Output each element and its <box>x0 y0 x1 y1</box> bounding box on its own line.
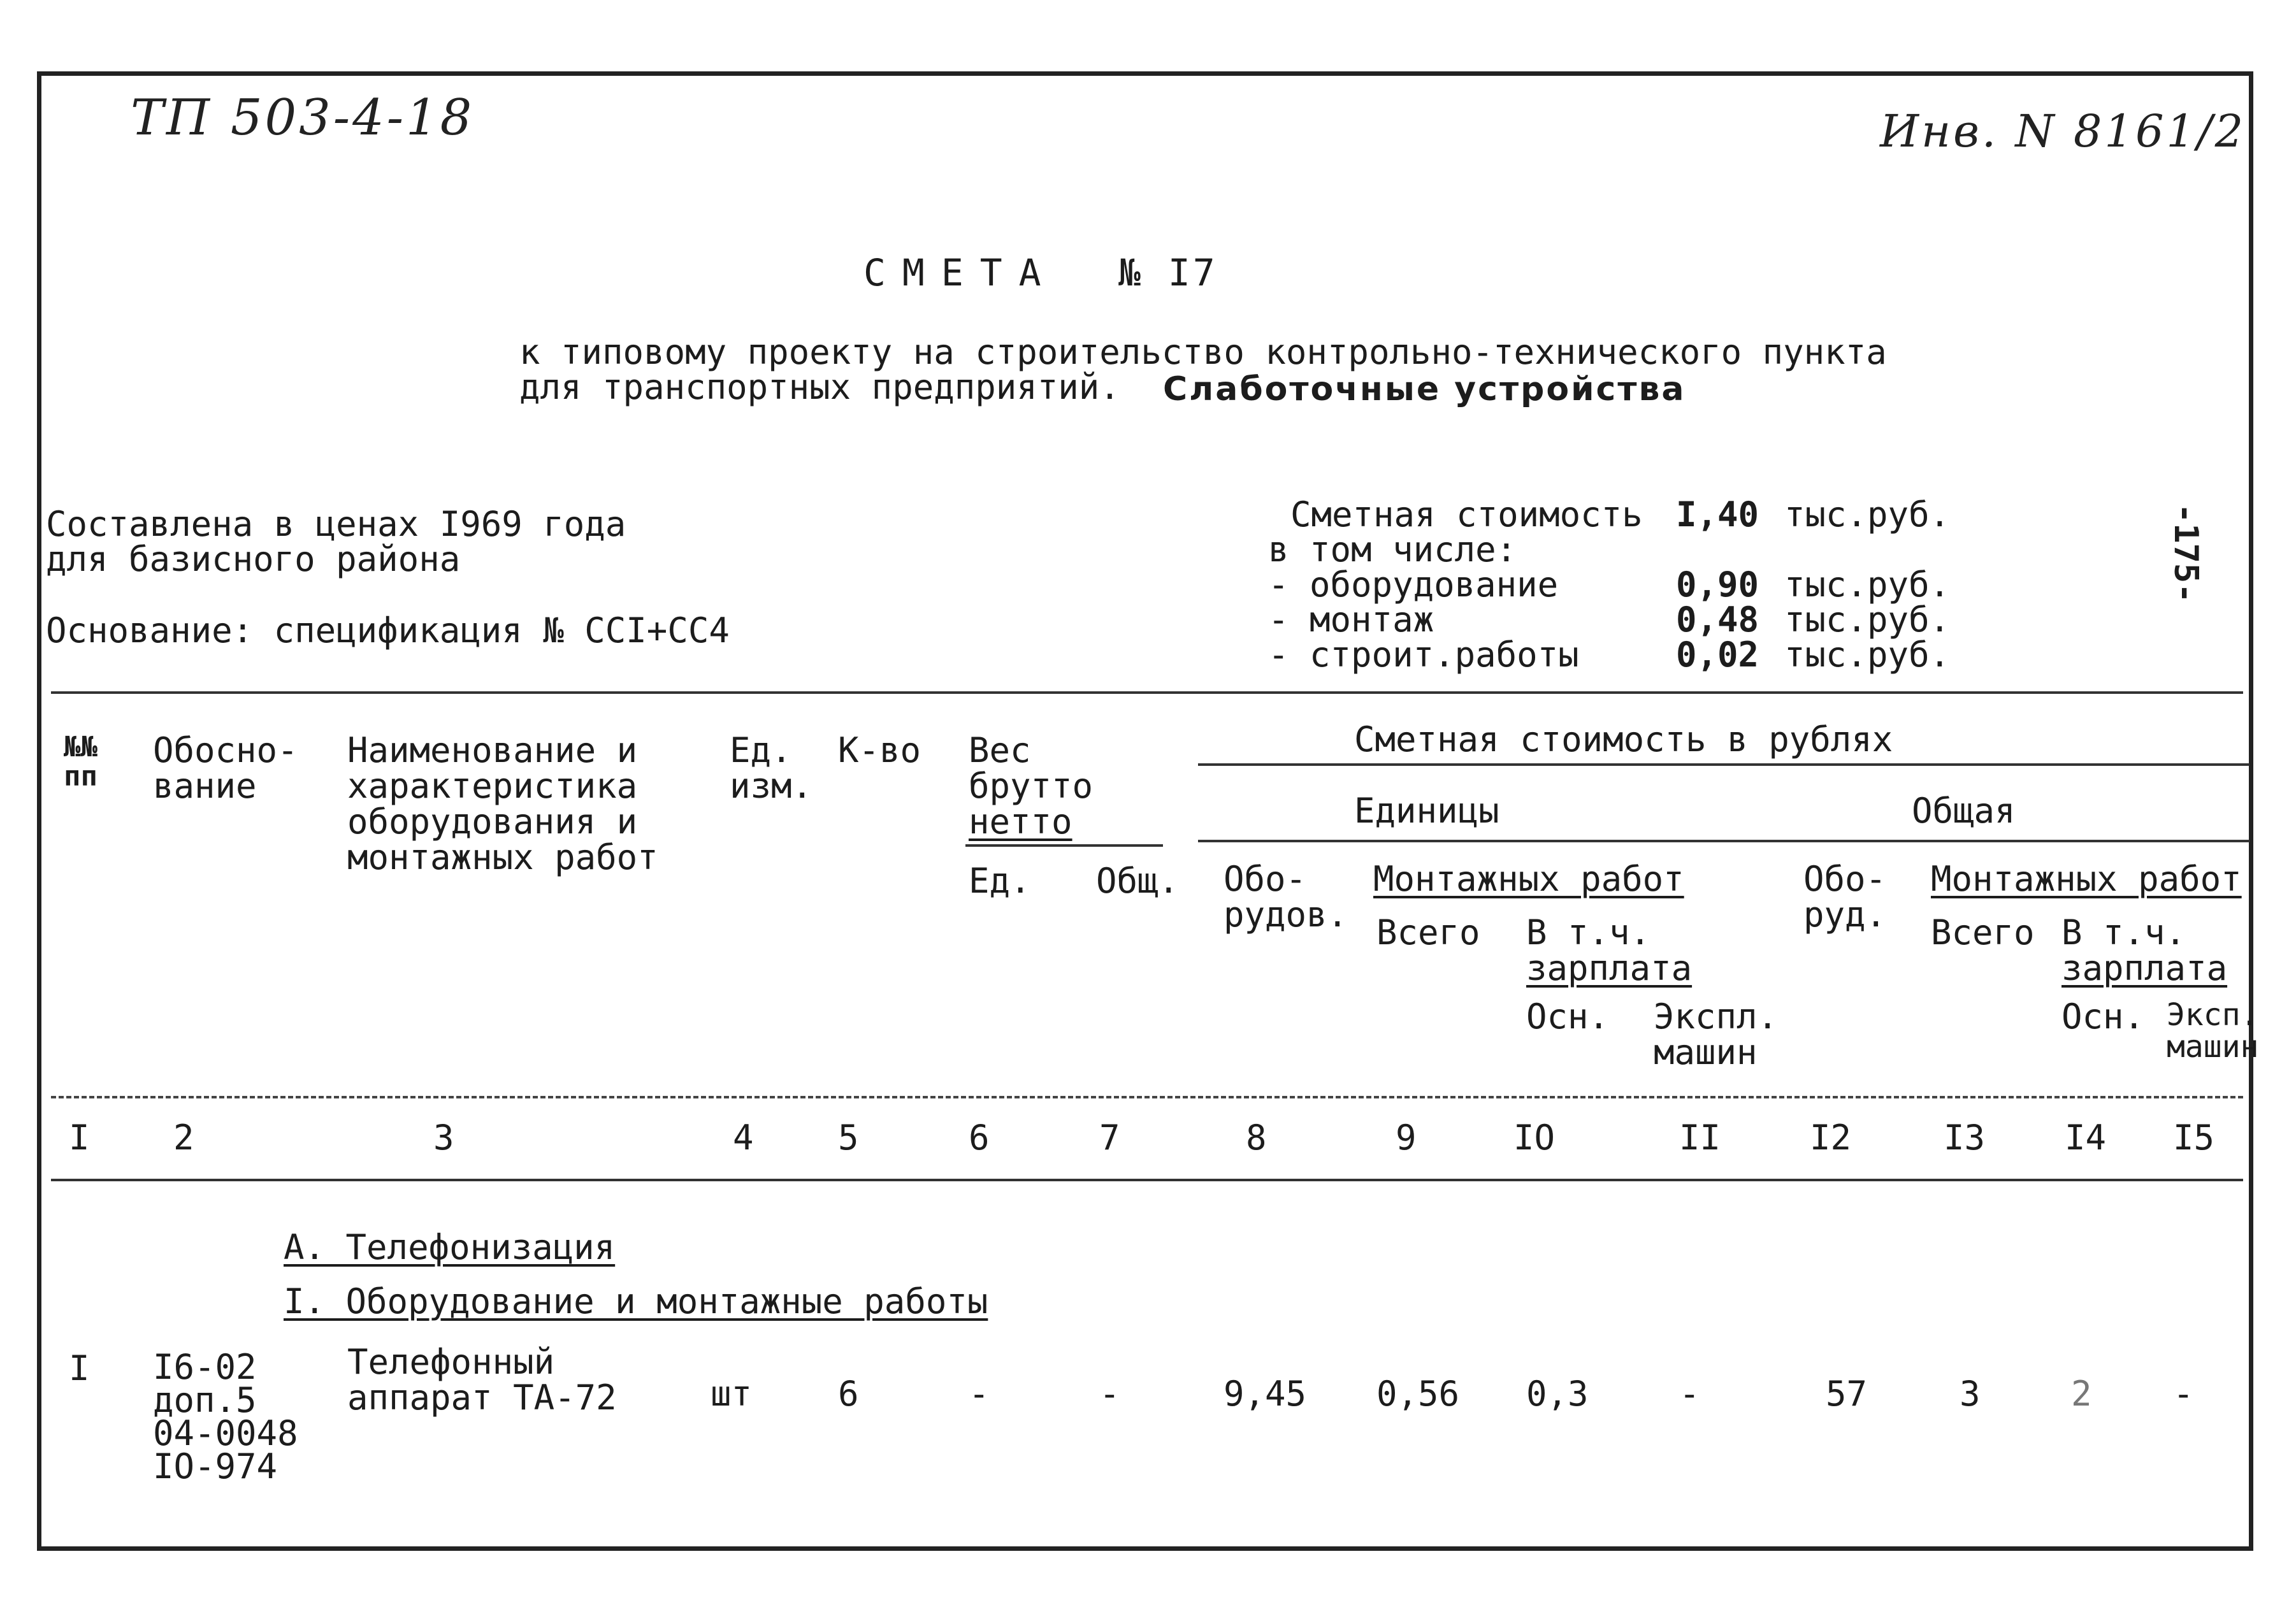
hdr-osn-total: Осн. <box>2061 997 2145 1037</box>
doc-subtitle-line2: для транспортных предприятий. <box>519 367 1120 407</box>
row-weight-total: - <box>1099 1374 1120 1414</box>
hdr-weight-unit: Ед. <box>969 861 1031 901</box>
doc-subtitle-handwritten: Слаботочные устройства <box>1163 370 1686 408</box>
mounting-value: 0,48 <box>1676 600 1759 640</box>
row-salary-osn: 0,3 <box>1526 1374 1589 1414</box>
equipment-unit: тыс.руб. <box>1784 565 1951 605</box>
cost-group-rule <box>1198 763 2249 766</box>
hdr-osn-unit: Осн. <box>1526 997 1610 1037</box>
table-top-rule <box>51 691 2243 694</box>
colnum-14: I4 <box>2065 1118 2107 1158</box>
colnum-9: 9 <box>1396 1118 1417 1158</box>
hdr-unit-group: Единицы <box>1354 791 1499 831</box>
construction-label: - строит.работы <box>1268 635 1579 675</box>
row-basis: I6-02 доп.5 04-0048 IO-974 <box>153 1347 298 1486</box>
total-cost-label: Сметная стоимость <box>1290 494 1643 535</box>
row-salary-osn-total: 2 <box>2071 1374 2092 1414</box>
row-weight-unit: - <box>969 1374 990 1414</box>
hdr-equip-unit: Обо- рудов. <box>1224 859 1348 935</box>
colnum-2: 2 <box>173 1118 194 1158</box>
doc-title: СМЕТА <box>863 251 1058 294</box>
colnum-4: 4 <box>733 1118 754 1158</box>
side-page-number: -175- <box>2167 503 2205 603</box>
row-equip-unit-cost: 9,45 <box>1224 1374 1307 1414</box>
hdr-cost-group: Сметная стоимость в рублях <box>1354 719 1893 759</box>
row-name: Телефонный аппарат ТА-72 <box>347 1342 617 1418</box>
colnum-6: 6 <box>969 1118 990 1158</box>
row-qty: 6 <box>838 1374 859 1414</box>
colnum-10: IO <box>1513 1118 1556 1158</box>
row-expl: - <box>1679 1374 1700 1414</box>
equipment-label: - оборудование <box>1268 565 1559 605</box>
colnum-13: I3 <box>1944 1118 1986 1158</box>
row-expl-total: - <box>2173 1374 2194 1414</box>
colnum-5: 5 <box>838 1118 859 1158</box>
price-base-line2: для базисного района <box>46 539 461 579</box>
header-bottom-rule <box>51 1096 2243 1098</box>
row-unit: шт <box>711 1374 753 1414</box>
colnum-8: 8 <box>1246 1118 1267 1158</box>
hdr-expl-unit: Экспл. машин <box>1654 997 1779 1072</box>
subgroup-rule <box>1198 840 2249 842</box>
total-cost-unit: тыс.руб. <box>1784 494 1951 535</box>
construction-unit: тыс.руб. <box>1784 635 1951 675</box>
hdr-equip-total: Обо- руд. <box>1803 859 1887 935</box>
including-label: в том числе: <box>1268 529 1517 570</box>
colnum-7: 7 <box>1099 1118 1120 1158</box>
section-subtitle: I. Оборудование и монтажные работы <box>284 1281 988 1321</box>
hdr-col4: Ед. изм. <box>730 730 813 806</box>
hdr-mount-works-total: Монтажных работ <box>1931 859 2242 899</box>
price-base-line1: Составлена в ценах I969 года <box>46 504 626 544</box>
colnum-1: I <box>69 1118 90 1158</box>
colnum-3: 3 <box>433 1118 454 1158</box>
project-code: ТП 503-4-18 <box>131 89 475 147</box>
basis-line: Основание: спецификация № CCI+CC4 <box>46 610 730 651</box>
hdr-total-group: Общая <box>1912 791 2016 831</box>
hdr-col5: К-во <box>838 730 921 770</box>
hdr-weight: Вес брутто нетто <box>969 730 1094 842</box>
hdr-weight-total: Общ. <box>1096 861 1180 901</box>
row-equip-total-cost: 57 <box>1826 1374 1868 1414</box>
mounting-unit: тыс.руб. <box>1784 600 1951 640</box>
equipment-value: 0,90 <box>1676 565 1759 605</box>
colnum-12: I2 <box>1810 1118 1852 1158</box>
hdr-expl-total: Эксп. машин <box>2167 997 2259 1065</box>
hdr-col2: Обосно- вание <box>153 730 298 806</box>
construction-value: 0,02 <box>1676 635 1759 675</box>
doc-subtitle-line1: к типовому проекту на строительство контрольно-технического пункта <box>519 332 1887 372</box>
hdr-mount-works-unit: Монтажных работ <box>1373 859 1684 899</box>
row-mount-all-total: 3 <box>1960 1374 1981 1414</box>
hdr-col3: Наименование и характеристика оборудования и монтажных работ <box>347 730 658 877</box>
column-numbers-rule <box>51 1179 2243 1181</box>
colnum-15: I5 <box>2173 1118 2215 1158</box>
weight-rule <box>965 844 1163 847</box>
hdr-salary-unit: В т.ч. зарплата <box>1526 912 1693 988</box>
inventory-number: Инв. N 8161/2 <box>1880 105 2246 157</box>
row-mount-all: 0,56 <box>1376 1374 1460 1414</box>
hdr-all-total: Всего <box>1931 912 2035 953</box>
doc-number: № I7 <box>1118 251 1218 294</box>
mounting-label: - монтаж <box>1268 600 1434 640</box>
row-number: I <box>69 1348 90 1388</box>
hdr-col1: №№ пп <box>64 731 97 793</box>
total-cost-value: I,40 <box>1676 494 1759 535</box>
section-title: А. Телефонизация <box>284 1227 616 1267</box>
colnum-11: II <box>1679 1118 1721 1158</box>
hdr-salary-total: В т.ч. зарплата <box>2061 912 2228 988</box>
hdr-all-unit: Всего <box>1376 912 1480 953</box>
